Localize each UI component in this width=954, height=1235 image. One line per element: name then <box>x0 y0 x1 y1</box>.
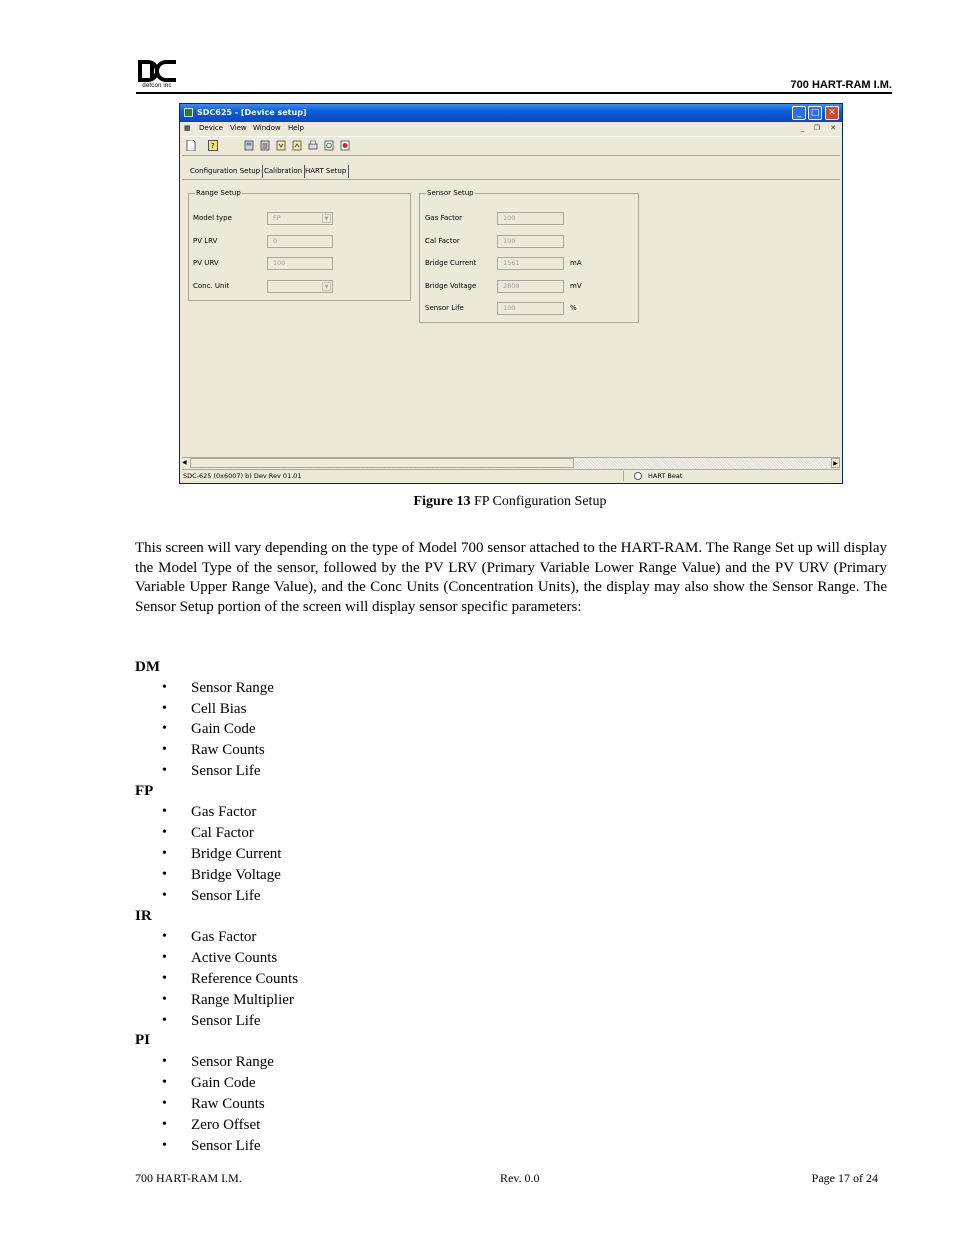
conc-unit-dropdown[interactable] <box>267 280 333 293</box>
range-setup-legend: Range Setup <box>196 189 241 197</box>
status-device-text: SDC-625 (0x6007) b) Dev Rev 01.01 <box>183 472 302 480</box>
sensor-life-unit: % <box>570 304 577 312</box>
body-paragraph: This screen will vary depending on the type of Model 700 sensor attached to the HART-RAM. The Range Set up will display the Model Type of the sensor, followed by the PV LRV (Primary Variable Lower Range Value) and the PV URV (Primary Variable Upper Range Value), and the Conc Units (Concentration Units), the display may also show the Sensor Range. The Sensor Setup portion of the screen will display sensor specific parameters: <box>135 540 887 616</box>
device-icon[interactable] <box>244 140 254 151</box>
stop-icon[interactable] <box>340 140 350 151</box>
list-item: Reference Counts <box>191 971 299 987</box>
bullet-icon: • <box>162 1075 167 1090</box>
list-item: Raw Counts <box>191 742 265 758</box>
gas-factor-label: Gas Factor <box>425 214 463 222</box>
bullet-icon: • <box>162 992 167 1007</box>
cal-factor-field[interactable]: 100 <box>497 235 564 248</box>
cal-factor-label: Cal Factor <box>425 237 460 245</box>
section-heading-fp: FP <box>135 783 154 799</box>
statusbar <box>182 469 840 483</box>
new-document-icon[interactable] <box>186 140 196 151</box>
figure-caption-text: FP Configuration Setup <box>473 494 607 509</box>
list-item: Gas Factor <box>191 804 257 820</box>
pv-urv-label: PV URV <box>193 259 219 267</box>
bullet-icon: • <box>162 742 167 757</box>
mdi-restore-icon[interactable]: ❐ <box>813 124 820 132</box>
status-hart-beat: HART Beat <box>648 472 683 480</box>
horizontal-scrollbar[interactable] <box>182 457 840 469</box>
figure-caption <box>0 494 954 510</box>
list-item: Gas Factor <box>191 929 257 945</box>
list-item: Sensor Range <box>191 1054 274 1070</box>
bridge-current-field[interactable]: 1561 <box>497 257 564 270</box>
menu-icon: ▦ <box>184 124 191 132</box>
bullet-icon: • <box>162 929 167 944</box>
mdi-close-icon[interactable]: ✕ <box>830 124 836 132</box>
tab-hart-setup[interactable]: HART Setup <box>303 165 349 178</box>
bullet-icon: • <box>162 867 167 882</box>
svg-text:?: ? <box>211 142 215 150</box>
menu-help[interactable]: Help <box>288 124 304 132</box>
list-item: Bridge Current <box>191 846 282 862</box>
bullet-icon: • <box>162 1013 167 1028</box>
menu-device[interactable]: Device <box>199 124 223 132</box>
section-heading-dm: DM <box>135 659 160 675</box>
tab-calibration[interactable]: Calibration <box>262 165 305 178</box>
list-item: Sensor Life <box>191 1138 261 1154</box>
list-item: Zero Offset <box>191 1117 261 1133</box>
bullet-icon: • <box>162 763 167 778</box>
bridge-voltage-field[interactable]: 2808 <box>497 280 564 293</box>
header-rule <box>136 92 892 94</box>
list-item: Sensor Life <box>191 763 261 779</box>
list-item: Bridge Voltage <box>191 867 281 883</box>
footer-revision: Rev. 0.0 <box>500 1171 540 1185</box>
refresh-icon[interactable] <box>324 140 334 151</box>
minimize-button[interactable]: _ <box>792 106 806 120</box>
pv-lrv-field[interactable]: 0 <box>267 235 333 248</box>
list-item: Active Counts <box>191 950 278 966</box>
scroll-right-icon[interactable]: ▶ <box>831 458 840 468</box>
bullet-icon: • <box>162 888 167 903</box>
app-icon <box>184 108 193 117</box>
bullet-icon: • <box>162 1054 167 1069</box>
list-item: Gain Code <box>191 721 256 737</box>
list-item: Sensor Life <box>191 1013 261 1029</box>
footer-doc-name: 700 HART-RAM I.M. <box>135 1171 242 1185</box>
list-item: Raw Counts <box>191 1096 265 1112</box>
bullet-icon: • <box>162 950 167 965</box>
list-item: Sensor Life <box>191 888 261 904</box>
list-item: Gain Code <box>191 1075 256 1091</box>
bullet-icon: • <box>162 971 167 986</box>
company-logo <box>136 58 178 92</box>
bullet-icon: • <box>162 721 167 736</box>
bullet-icon: • <box>162 825 167 840</box>
menubar <box>180 122 842 135</box>
sensor-setup-group <box>419 189 639 323</box>
client-area <box>182 179 840 458</box>
sensor-life-field[interactable]: 100 <box>497 302 564 315</box>
bridge-current-label: Bridge Current <box>425 259 477 267</box>
section-heading-pi: PI <box>135 1032 150 1048</box>
device-list-icon[interactable] <box>260 140 270 151</box>
chevron-down-icon[interactable]: ▼ <box>322 214 331 223</box>
bridge-voltage-label: Bridge Voltage <box>425 282 477 290</box>
bullet-icon: • <box>162 1138 167 1153</box>
read-icon[interactable] <box>276 140 286 151</box>
sensor-life-label: Sensor Life <box>425 304 464 312</box>
hart-beat-indicator-icon <box>634 472 642 480</box>
footer-page-number: Page 17 of 24 <box>811 1171 878 1185</box>
close-button[interactable]: ✕ <box>825 106 839 120</box>
model-type-label: Model type <box>193 214 232 222</box>
bridge-current-unit: mA <box>570 259 582 267</box>
logo-text: detcon inc <box>142 83 172 89</box>
section-heading-ir: IR <box>135 908 152 924</box>
pv-urv-field[interactable]: 100 <box>267 257 333 270</box>
list-item: Sensor Range <box>191 680 274 696</box>
help-icon[interactable] <box>208 140 218 151</box>
menu-window[interactable]: Window <box>253 124 281 132</box>
sensor-setup-legend: Sensor Setup <box>427 189 474 197</box>
write-icon[interactable] <box>292 140 302 151</box>
model-type-value: FP <box>273 214 281 222</box>
model-type-dropdown[interactable] <box>267 212 333 225</box>
gas-factor-field[interactable]: 100 <box>497 212 564 225</box>
toolbar <box>182 136 840 156</box>
bullet-icon: • <box>162 701 167 716</box>
scrollbar-thumb[interactable] <box>190 458 574 468</box>
tab-configuration-setup[interactable]: Configuration Setup <box>188 165 263 178</box>
detcon-logo-mark <box>136 58 178 84</box>
bullet-icon: • <box>162 1117 167 1132</box>
pv-lrv-label: PV LRV <box>193 237 218 245</box>
bullet-icon: • <box>162 680 167 695</box>
bullet-icon: • <box>162 1096 167 1111</box>
maximize-button[interactable]: □ <box>808 106 822 120</box>
list-item: Range Multiplier <box>191 992 294 1008</box>
list-item: Cell Bias <box>191 701 247 717</box>
status-divider <box>623 471 624 481</box>
chevron-down-icon[interactable]: ▼ <box>322 282 331 291</box>
document-title: 700 HART-RAM I.M. <box>790 79 892 91</box>
menu-view[interactable]: View <box>230 124 247 132</box>
sdc625-window <box>179 103 843 484</box>
conc-unit-label: Conc. Unit <box>193 282 230 290</box>
scroll-left-icon[interactable]: ◀ <box>182 459 187 466</box>
list-item: Cal Factor <box>191 825 254 841</box>
bullet-icon: • <box>162 846 167 861</box>
mdi-minimize-icon[interactable]: _ <box>800 124 804 132</box>
print-icon[interactable] <box>308 140 318 151</box>
bullet-icon: • <box>162 804 167 819</box>
bridge-voltage-unit: mV <box>570 282 582 290</box>
window-title: SDC625 - [Device setup] <box>197 108 307 117</box>
range-setup-group <box>188 189 411 301</box>
window-titlebar <box>180 104 842 122</box>
figure-label: Figure 13 <box>413 494 471 509</box>
